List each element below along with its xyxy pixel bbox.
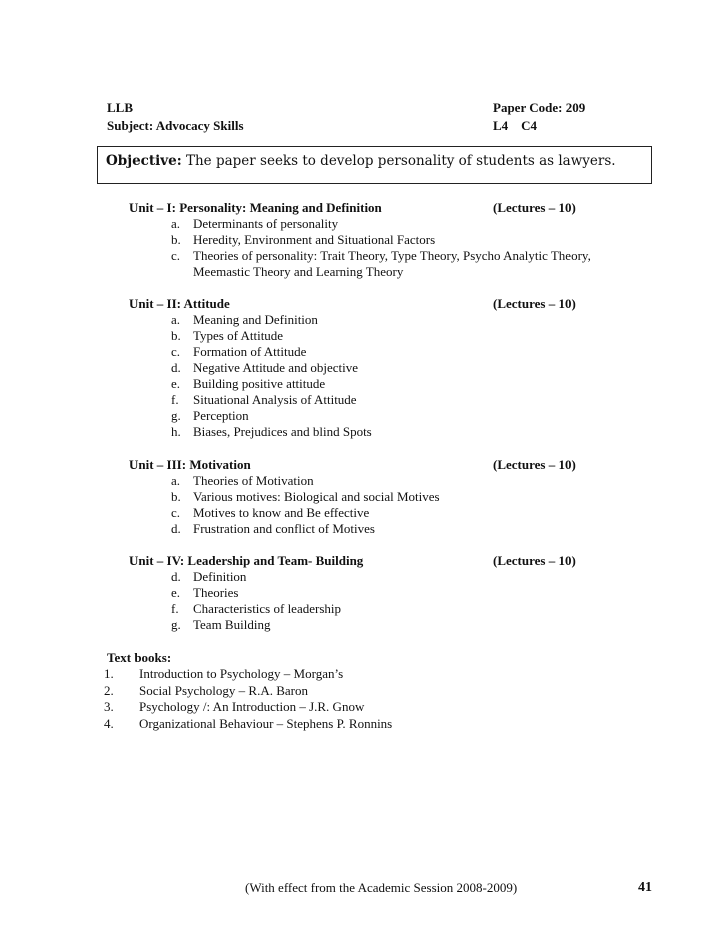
list-item: a. Meaning and Definition	[171, 312, 318, 327]
objective-text: The paper seeks to develop personality of students as lawyers.	[185, 153, 616, 169]
list-item: b. Various motives: Biological and social Motives	[171, 489, 440, 504]
unit-4-title: Unit – IV: Leadership and Team- Building	[129, 553, 364, 568]
list-item: c. Theories of personality: Trait Theory, Type Theory, Psycho Analytic Theory,	[171, 248, 591, 263]
textbooks-list	[104, 666, 392, 732]
unit-4-lectures: (Lectures – 10)	[493, 553, 576, 568]
objective-box	[97, 146, 652, 184]
paper-code: Paper Code: 209	[493, 100, 586, 115]
list-item: h. Biases, Prejudices and blind Spots	[171, 424, 372, 439]
list-item: 4. Organizational Behaviour – Stephens P. Ronnins	[104, 715, 393, 731]
list-item: f. Characteristics of leadership	[171, 601, 341, 616]
level-credits: L4 C4	[493, 118, 538, 133]
list-item: d. Definition	[171, 569, 247, 584]
list-item: 2. Social Psychology – R.A. Baron	[104, 682, 308, 698]
unit-3-title: Unit – III: Motivation	[129, 457, 251, 472]
unit-1-topics	[171, 216, 591, 280]
list-item: a. Theories of Motivation	[171, 473, 314, 488]
list-item: d. Negative Attitude and objective	[171, 360, 358, 375]
list-item: 3. Psychology /: An Introduction – J.R. Gnow	[104, 699, 365, 714]
objective-label: Objective:	[106, 153, 182, 169]
list-item: c. Motives to know and Be effective	[171, 505, 370, 520]
list-item: g. Team Building	[171, 617, 271, 632]
unit-1-lectures: (Lectures – 10)	[493, 200, 576, 215]
list-item: e. Building positive attitude	[171, 376, 326, 391]
unit-3-lectures: (Lectures – 10)	[493, 457, 576, 472]
subject-label: Subject: Advocacy Skills	[107, 118, 244, 133]
list-item: c. Formation of Attitude	[171, 344, 307, 359]
list-item: a. Determinants of personality	[171, 216, 339, 231]
unit-2-lectures: (Lectures – 10)	[493, 296, 576, 311]
unit-1-title: Unit – I: Personality: Meaning and Definition	[129, 200, 382, 215]
footer-note: (With effect from the Academic Session 2008-2009)	[245, 880, 518, 895]
page-number: 41	[638, 880, 652, 895]
list-item: 1. Introduction to Psychology – Morgan’s	[104, 666, 344, 681]
textbooks-heading: Text books:	[107, 650, 172, 665]
unit-3-topics	[171, 473, 440, 537]
unit-4-topics	[171, 569, 341, 633]
list-item: g. Perception	[171, 408, 249, 423]
unit-2-title: Unit – II: Attitude	[129, 296, 230, 311]
list-item-continuation: Meemastic Theory and Learning Theory	[193, 264, 404, 279]
list-item: b. Types of Attitude	[171, 328, 284, 343]
unit-2-topics	[171, 312, 372, 440]
list-item: d. Frustration and conflict of Motives	[171, 521, 375, 536]
list-item: e. Theories	[171, 585, 239, 600]
list-item: b. Heredity, Environment and Situational Factors	[171, 232, 436, 247]
list-item: f. Situational Analysis of Attitude	[171, 392, 357, 407]
program-label: LLB	[107, 100, 134, 115]
